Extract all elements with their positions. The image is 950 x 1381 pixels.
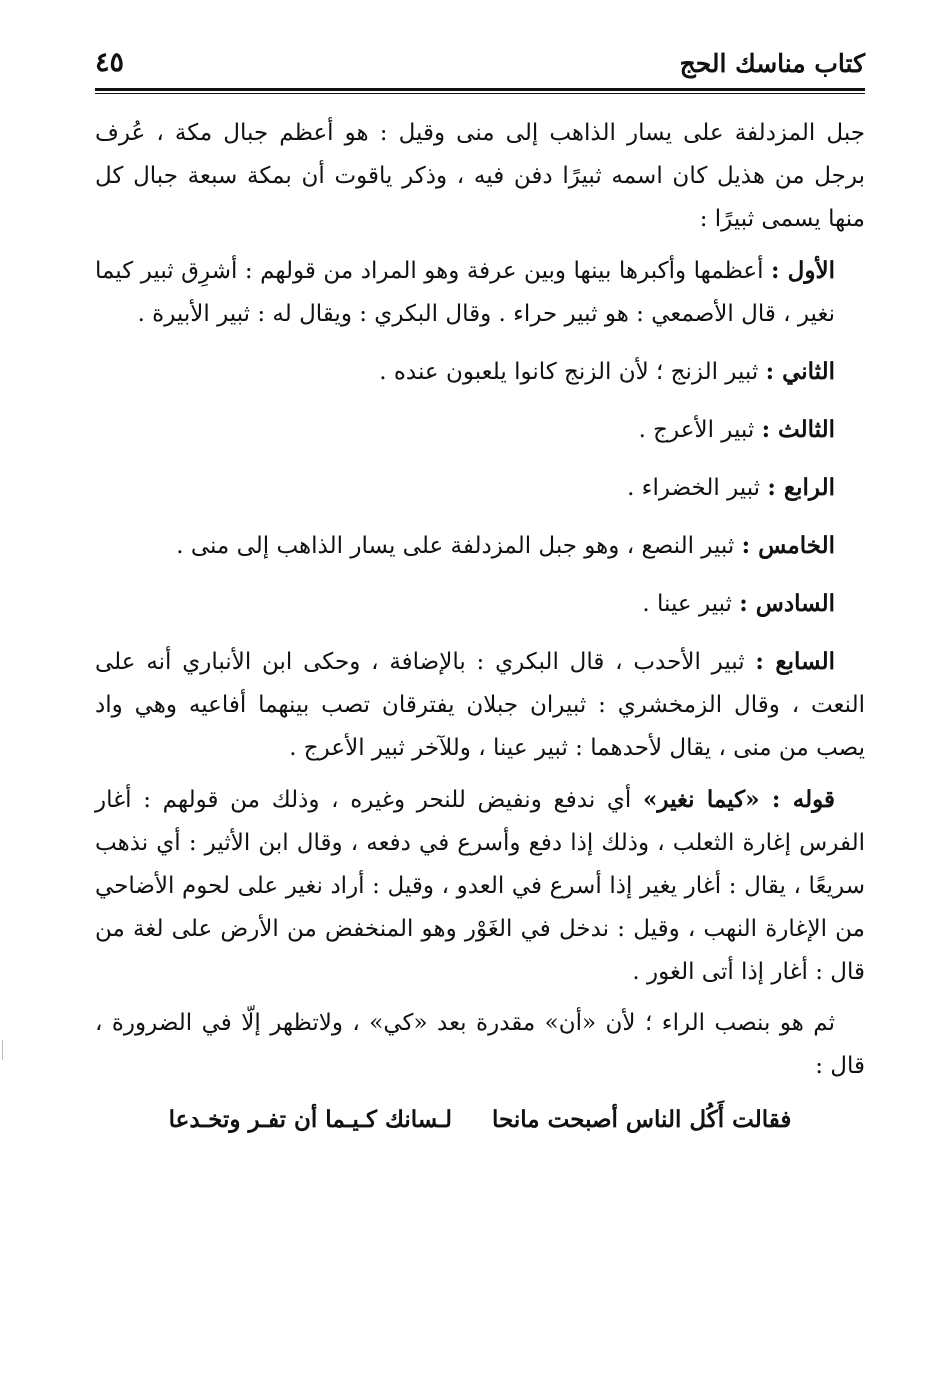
- paragraph-intro: [95, 112, 865, 241]
- paragraph-lead: الخامس :: [741, 532, 835, 559]
- page-header: [95, 28, 865, 78]
- paragraph-third: [95, 408, 865, 452]
- paragraph-fourth: [95, 466, 865, 510]
- paragraph-first: [95, 249, 865, 336]
- paragraph-commentary: [95, 778, 865, 994]
- paragraph-lead: الثالث :: [761, 416, 835, 443]
- paragraph-text: ثبير الزنج ؛ لأن الزنج كانوا يلعبون عنده .: [379, 359, 766, 385]
- paragraph-fifth: [95, 524, 865, 568]
- book-title: كتاب مناسك الحج: [679, 49, 865, 78]
- paragraph-text: ثبير النصع ، وهو جبل المزدلفة على يسار الذاهب إلى منى .: [176, 533, 742, 559]
- paragraph-lead: قوله : «كيما نغير»: [643, 786, 835, 813]
- paragraph-lead: الرابع :: [767, 474, 835, 501]
- paragraph-text: ثبير الأعرج .: [638, 417, 762, 443]
- verse-second-hemistich: لـسانك كـيـما أن تفـر وتخـدعا: [168, 1106, 453, 1133]
- page-number: ٤٥: [95, 47, 125, 78]
- paragraph-text: جبل المزدلفة على يسار الذاهب إلى منى وقيل : هو أعظم جبال مكة ، عُرف برجل من هذيل كان اسمه ثبيرًا دفن فيه ، وذكر ياقوت أن بمكة سبعة جبال كل منها يسمى ثبيرًا :: [95, 120, 865, 232]
- paragraph-sixth: [95, 582, 865, 626]
- paragraph-grammar: [95, 1002, 865, 1088]
- poetry-verse: [95, 1106, 865, 1133]
- paragraph-lead: الأول :: [770, 257, 835, 284]
- paragraph-seventh: [95, 640, 865, 770]
- verse-first-hemistich: فقالت أَكُل الناس أصبحت مانحا: [492, 1106, 792, 1133]
- paragraph-text: ثبير عينا .: [642, 591, 740, 617]
- paragraph-lead: السابع :: [755, 648, 835, 675]
- paragraph-text: أي ندفع ونفيض للنحر وغيره ، وذلك من قولهم : أغار الفرس إغارة الثعلب ، وذلك إذا دفع وأسرع في دفعه ، وقال ابن الأثير : أي نذهب سريعًا ، يقال : أغار يغير إذا أسرع في العدو ، وقيل : أراد نغير على لحوم الأضاحي من الإغارة النهب ، وقيل : ندخل في الغَوْر وهو المنخفض من الأرض على لغة من قال : أغار إذا أتى الغور .: [95, 787, 865, 985]
- paragraph-lead: الثاني :: [765, 358, 835, 385]
- scan-margin-mark: [2, 1040, 3, 1060]
- paragraph-lead: السادس :: [739, 590, 835, 617]
- paragraph-text: أعظمها وأكبرها بينها وبين عرفة وهو المراد من قولهم : أشرِق ثبير كيما نغير ، قال الأصمعي : هو ثبير حراء . وقال البكري : ويقال له : ثبير الأبيرة .: [95, 258, 835, 327]
- book-page: [95, 28, 865, 1133]
- paragraph-text: ثبير الأحدب ، قال البكري : بالإضافة ، وحكى ابن الأنباري أنه على النعت ، وقال الزمخشري : ثبيران جبلان يفترقان تصب بينهما أفاعيه وهي واد يصب من منى ، يقال لأحدهما : ثبير عينا ، وللآخر ثبير الأعرج .: [95, 649, 865, 761]
- header-rule: [95, 88, 865, 94]
- paragraph-text: ثم هو بنصب الراء ؛ لأن «أن» مقدرة بعد «كي» ، ولاتظهر إلّا في الضرورة ، قال :: [95, 1010, 865, 1079]
- paragraph-text: ثبير الخضراء .: [627, 475, 768, 501]
- paragraph-second: [95, 350, 865, 394]
